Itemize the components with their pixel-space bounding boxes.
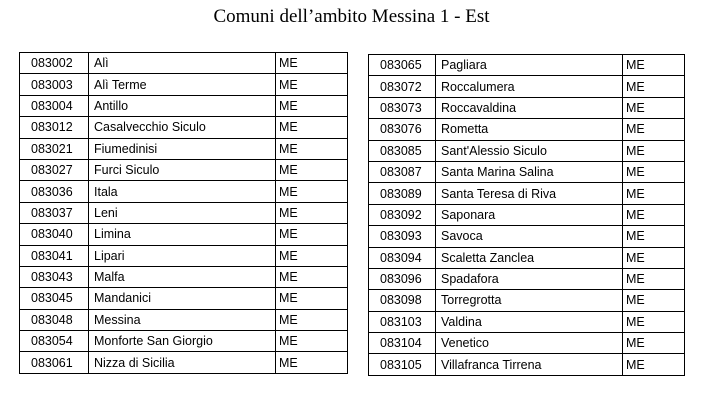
istat-code-cell: 083076 (369, 119, 436, 140)
comune-name-cell: Fiumedinisi (89, 138, 276, 159)
table-row (20, 224, 348, 245)
province-cell: ME (276, 159, 348, 180)
istat-code-cell: 083002 (20, 53, 89, 74)
comuni-table-right (368, 54, 685, 376)
table-row (369, 55, 685, 76)
table-row (20, 266, 348, 287)
istat-code-cell: 083003 (20, 74, 89, 95)
province-cell: ME (276, 352, 348, 373)
comune-name-cell: Limina (89, 224, 276, 245)
table-row (369, 76, 685, 97)
istat-code-cell: 083065 (369, 55, 436, 76)
table-row (369, 290, 685, 311)
table-row (20, 159, 348, 180)
comune-name-cell: Mandanici (89, 288, 276, 309)
table-row (369, 97, 685, 118)
province-cell: ME (276, 266, 348, 287)
province-cell: ME (276, 95, 348, 116)
table-row (20, 138, 348, 159)
province-cell: ME (623, 55, 685, 76)
istat-code-cell: 083040 (20, 224, 89, 245)
comune-name-cell: Spadafora (436, 268, 623, 289)
istat-code-cell: 083073 (369, 97, 436, 118)
comune-name-cell: Antillo (89, 95, 276, 116)
comune-name-cell: Malfa (89, 266, 276, 287)
province-cell: ME (276, 74, 348, 95)
istat-code-cell: 083092 (369, 204, 436, 225)
province-cell: ME (623, 290, 685, 311)
table-row (369, 247, 685, 268)
table-row (369, 354, 685, 375)
comune-name-cell: Roccalumera (436, 76, 623, 97)
province-cell: ME (276, 245, 348, 266)
table-row (369, 204, 685, 225)
comuni-table-left-body (20, 53, 348, 374)
table-row (20, 117, 348, 138)
istat-code-cell: 083098 (369, 290, 436, 311)
table-row (20, 202, 348, 223)
table-row (20, 74, 348, 95)
comune-name-cell: Monforte San Giorgio (89, 331, 276, 352)
comune-name-cell: Rometta (436, 119, 623, 140)
comune-name-cell: Savoca (436, 226, 623, 247)
istat-code-cell: 083089 (369, 183, 436, 204)
istat-code-cell: 083045 (20, 288, 89, 309)
table-row (20, 245, 348, 266)
comune-name-cell: Alì (89, 53, 276, 74)
table-row (20, 53, 348, 74)
istat-code-cell: 083104 (369, 333, 436, 354)
province-cell: ME (276, 224, 348, 245)
comuni-table-right-body (369, 55, 685, 376)
province-cell: ME (623, 97, 685, 118)
comune-name-cell: Villafranca Tirrena (436, 354, 623, 375)
province-cell: ME (623, 161, 685, 182)
province-cell: ME (276, 138, 348, 159)
province-cell: ME (623, 76, 685, 97)
comune-name-cell: Alì Terme (89, 74, 276, 95)
table-row (369, 161, 685, 182)
comune-name-cell: Sant'Alessio Siculo (436, 140, 623, 161)
comune-name-cell: Saponara (436, 204, 623, 225)
istat-code-cell: 083094 (369, 247, 436, 268)
province-cell: ME (623, 247, 685, 268)
comune-name-cell: Santa Marina Salina (436, 161, 623, 182)
province-cell: ME (276, 53, 348, 74)
comune-name-cell: Messina (89, 309, 276, 330)
istat-code-cell: 083096 (369, 268, 436, 289)
table-row (20, 288, 348, 309)
istat-code-cell: 083037 (20, 202, 89, 223)
province-cell: ME (623, 354, 685, 375)
page-title: Comuni dell’ambito Messina 1 - Est (213, 6, 490, 27)
province-cell: ME (623, 268, 685, 289)
table-row (369, 183, 685, 204)
comune-name-cell: Nizza di Sicilia (89, 352, 276, 373)
table-row (20, 309, 348, 330)
comune-name-cell: Scaletta Zanclea (436, 247, 623, 268)
province-cell: ME (276, 202, 348, 223)
province-cell: ME (276, 181, 348, 202)
province-cell: ME (276, 117, 348, 138)
comune-name-cell: Itala (89, 181, 276, 202)
comune-name-cell: Roccavaldina (436, 97, 623, 118)
istat-code-cell: 083041 (20, 245, 89, 266)
province-cell: ME (623, 119, 685, 140)
istat-code-cell: 083072 (369, 76, 436, 97)
comune-name-cell: Casalvecchio Siculo (89, 117, 276, 138)
comuni-table-left (19, 52, 348, 374)
istat-code-cell: 083105 (369, 354, 436, 375)
istat-code-cell: 083087 (369, 161, 436, 182)
province-cell: ME (623, 333, 685, 354)
istat-code-cell: 083054 (20, 331, 89, 352)
table-row (369, 268, 685, 289)
istat-code-cell: 083085 (369, 140, 436, 161)
province-cell: ME (623, 183, 685, 204)
province-cell: ME (623, 204, 685, 225)
istat-code-cell: 083004 (20, 95, 89, 116)
istat-code-cell: 083103 (369, 311, 436, 332)
province-cell: ME (276, 331, 348, 352)
istat-code-cell: 083036 (20, 181, 89, 202)
comune-name-cell: Lipari (89, 245, 276, 266)
istat-code-cell: 083043 (20, 266, 89, 287)
province-cell: ME (276, 288, 348, 309)
comune-name-cell: Leni (89, 202, 276, 223)
table-row (369, 226, 685, 247)
comune-name-cell: Pagliara (436, 55, 623, 76)
province-cell: ME (623, 311, 685, 332)
istat-code-cell: 083027 (20, 159, 89, 180)
table-row (20, 352, 348, 373)
comune-name-cell: Santa Teresa di Riva (436, 183, 623, 204)
province-cell: ME (276, 309, 348, 330)
comune-name-cell: Venetico (436, 333, 623, 354)
table-row (20, 95, 348, 116)
table-row (369, 311, 685, 332)
istat-code-cell: 083048 (20, 309, 89, 330)
comune-name-cell: Furci Siculo (89, 159, 276, 180)
istat-code-cell: 083012 (20, 117, 89, 138)
istat-code-cell: 083021 (20, 138, 89, 159)
istat-code-cell: 083061 (20, 352, 89, 373)
table-row (369, 140, 685, 161)
comune-name-cell: Torregrotta (436, 290, 623, 311)
province-cell: ME (623, 140, 685, 161)
table-row (369, 333, 685, 354)
table-row (20, 181, 348, 202)
table-row (20, 331, 348, 352)
table-row (369, 119, 685, 140)
istat-code-cell: 083093 (369, 226, 436, 247)
province-cell: ME (623, 226, 685, 247)
comune-name-cell: Valdina (436, 311, 623, 332)
